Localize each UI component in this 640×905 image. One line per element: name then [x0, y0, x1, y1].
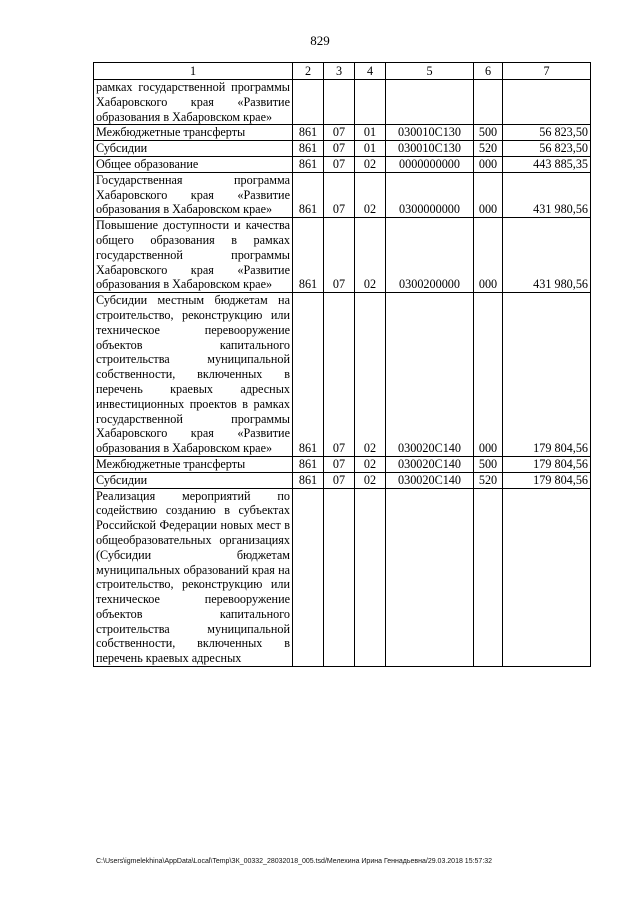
row-amount-cell: 443 885,35	[503, 156, 591, 172]
table-row	[94, 472, 591, 488]
row-target-article-cell: 0300200000	[386, 218, 474, 293]
row-subsection-cell: 01	[355, 141, 386, 157]
row-section-cell: 07	[324, 141, 355, 157]
row-section-cell: 07	[324, 472, 355, 488]
column-header: 6	[474, 63, 503, 80]
row-target-article-cell: 030020С140	[386, 293, 474, 457]
table-header-row	[94, 63, 591, 80]
budget-table	[93, 62, 591, 667]
row-name-cell: Субсидии	[94, 141, 293, 157]
column-header: 7	[503, 63, 591, 80]
table-row	[94, 80, 591, 125]
column-header: 5	[386, 63, 474, 80]
page-number: 829	[310, 33, 330, 48]
row-expense-type-cell: 500	[474, 456, 503, 472]
row-subsection-cell: 01	[355, 125, 386, 141]
row-name-cell: Повышение доступности и качества общего образования в рамках государственной программы Хабаровского края «Развитие образования в Хабаровском крае»	[94, 218, 293, 293]
row-subsection-cell: 02	[355, 456, 386, 472]
row-expense-type-cell: 000	[474, 293, 503, 457]
table-row	[94, 172, 591, 217]
table-row	[94, 456, 591, 472]
column-header: 2	[293, 63, 324, 80]
row-admin-code-cell: 861	[293, 456, 324, 472]
column-header: 4	[355, 63, 386, 80]
row-amount-cell: 56 823,50	[503, 125, 591, 141]
row-target-article-cell	[386, 80, 474, 125]
row-subsection-cell: 02	[355, 472, 386, 488]
column-header: 1	[94, 63, 293, 80]
row-target-article-cell: 030010С130	[386, 141, 474, 157]
row-subsection-cell: 02	[355, 172, 386, 217]
table-row	[94, 141, 591, 157]
row-section-cell: 07	[324, 218, 355, 293]
row-name-cell: Межбюджетные трансферты	[94, 125, 293, 141]
row-amount-cell	[503, 488, 591, 667]
row-name-cell: Субсидии	[94, 472, 293, 488]
row-expense-type-cell: 520	[474, 472, 503, 488]
row-admin-code-cell: 861	[293, 172, 324, 217]
row-admin-code-cell: 861	[293, 472, 324, 488]
row-section-cell: 07	[324, 125, 355, 141]
row-expense-type-cell: 500	[474, 125, 503, 141]
row-admin-code-cell	[293, 80, 324, 125]
row-admin-code-cell: 861	[293, 156, 324, 172]
row-admin-code-cell: 861	[293, 125, 324, 141]
row-expense-type-cell	[474, 80, 503, 125]
row-expense-type-cell: 000	[474, 172, 503, 217]
row-subsection-cell	[355, 80, 386, 125]
row-target-article-cell: 0000000000	[386, 156, 474, 172]
row-amount-cell: 179 804,56	[503, 456, 591, 472]
row-section-cell	[324, 80, 355, 125]
row-admin-code-cell: 861	[293, 218, 324, 293]
row-name-cell: Межбюджетные трансферты	[94, 456, 293, 472]
row-target-article-cell: 030020С140	[386, 472, 474, 488]
column-header: 3	[324, 63, 355, 80]
row-section-cell: 07	[324, 293, 355, 457]
table-row	[94, 156, 591, 172]
row-subsection-cell: 02	[355, 156, 386, 172]
row-admin-code-cell: 861	[293, 293, 324, 457]
row-expense-type-cell: 000	[474, 156, 503, 172]
row-amount-cell: 56 823,50	[503, 141, 591, 157]
row-name-cell: Субсидии местным бюджетам на строительство, реконструкцию или техническое перевооружение объектов капитального строительства муниципальной собственности, включенных в перечень краевых адресных инвестиционных проектов в рамках государственной программы Хабаровского края «Развитие образования в Хабаровском крае»	[94, 293, 293, 457]
row-subsection-cell: 02	[355, 218, 386, 293]
row-target-article-cell: 030020С140	[386, 456, 474, 472]
row-expense-type-cell: 520	[474, 141, 503, 157]
row-expense-type-cell	[474, 488, 503, 667]
row-name-cell: Общее образование	[94, 156, 293, 172]
row-section-cell: 07	[324, 172, 355, 217]
row-amount-cell: 179 804,56	[503, 472, 591, 488]
row-amount-cell: 431 980,56	[503, 218, 591, 293]
row-target-article-cell: 0300000000	[386, 172, 474, 217]
table-row	[94, 488, 591, 667]
row-amount-cell: 431 980,56	[503, 172, 591, 217]
table-row	[94, 293, 591, 457]
row-name-cell: рамках государственной программы Хабаровского края «Развитие образования в Хабаровском крае»	[94, 80, 293, 125]
row-section-cell: 07	[324, 156, 355, 172]
row-target-article-cell: 030010С130	[386, 125, 474, 141]
table-row	[94, 125, 591, 141]
footer-file-path: C:\Users\igmelekhina\AppData\Local\Temp\ЗК_00332_28032018_005.tsd/Мелехина Ирина Геннадьевна/29.03.2018 15:57:32	[96, 858, 493, 865]
row-admin-code-cell	[293, 488, 324, 667]
row-expense-type-cell: 000	[474, 218, 503, 293]
row-amount-cell: 179 804,56	[503, 293, 591, 457]
row-amount-cell	[503, 80, 591, 125]
row-section-cell	[324, 488, 355, 667]
row-section-cell: 07	[324, 456, 355, 472]
row-subsection-cell: 02	[355, 293, 386, 457]
row-name-cell: Реализация мероприятий по содействию созданию в субъектах Российской Федерации новых мест в общеобразовательных организациях (Субсидии бюджетам муниципальных образований края на строительство, реконструкцию или техническое перевооружение объектов капитального строительства муниципальной собственности, включенных в перечень краевых адресных	[94, 488, 293, 667]
row-admin-code-cell: 861	[293, 141, 324, 157]
row-subsection-cell	[355, 488, 386, 667]
row-name-cell: Государственная программа Хабаровского края «Развитие образования в Хабаровском крае»	[94, 172, 293, 217]
table-body	[94, 80, 591, 667]
table-row	[94, 218, 591, 293]
row-target-article-cell	[386, 488, 474, 667]
